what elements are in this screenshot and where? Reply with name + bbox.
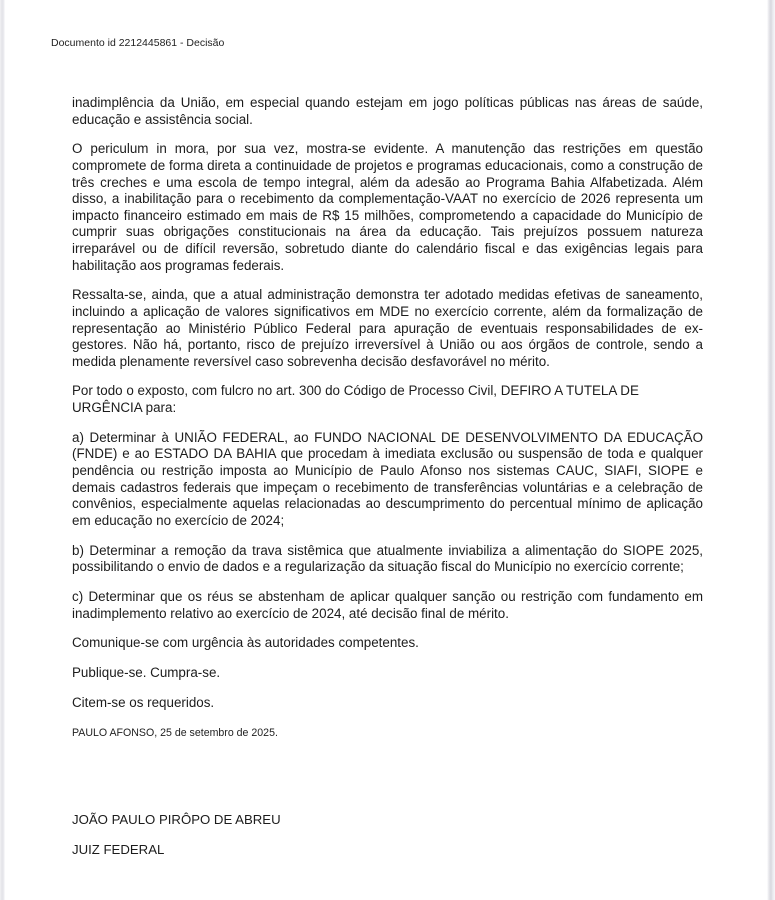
paragraph-item-c: c) Determinar que os réus se abstenham de aplicar qualquer sanção ou restrição com fundamento em inadimplemento relativo ao exercício de 2024, até decisão final de mérito. xyxy=(72,588,703,621)
paragraph-citem-se: Citem-se os requeridos. xyxy=(72,694,215,710)
place-and-date: PAULO AFONSO, 25 de setembro de 2025. xyxy=(72,726,278,739)
paragraph-publique-se: Publique-se. Cumpra-se. xyxy=(72,665,221,681)
paragraph-item-a: a) Determinar à UNIÃO FEDERAL, ao FUNDO NACIONAL DE DESENVOLVIMENTO DA EDUCAÇÃO (FNDE) e ao ESTADO DA BAHIA que procedam à imediata exclusão ou suspensão de toda e qualquer pendência ou restrição imposta ao Município de Paulo Afonso nos sistemas CAUC, SIAFI, SIOPE e demais cadastros federais que impeçam o recebimento de transferências voluntárias e a celebração de convênios, especialmente aquelas relacionadas ao descumprimento do percentual mínimo de aplicação em educação no exercício de 2024; xyxy=(72,429,703,528)
paragraph-periculum-in-mora: O periculum in mora, por sua vez, mostra-se evidente. A manutenção das restrições em questão compromete de forma direta a continuidade de projetos e programas educacionais, como a construção de três creches e uma escola de tempo integral, além da adesão ao Programa Bahia Alfabetizada. Além disso, a inabilitação para o recebimento da complementação-VAAT no exercício de 2026 representa um impacto financeiro estimado em mais de R$ 15 milhões, comprometendo a capacidade do Município de cumprir suas obrigações constitucionais na área da educação. Tais prejuízos possuem natureza irreparável ou de difícil reversão, sobretudo diante do calendário fiscal e das exigências legais para habilitação aos programas federais. xyxy=(72,141,703,273)
paragraph-inadimplencia: inadimplência da União, em especial quando estejam em jogo políticas públicas nas áreas de saúde, educação e assistência social. xyxy=(72,95,703,127)
paragraph-comunique-se: Comunique-se com urgência às autoridades competentes. xyxy=(72,635,419,651)
judge-title: JUIZ FEDERAL xyxy=(72,842,165,857)
signature-block xyxy=(72,812,281,872)
page-edge-left xyxy=(0,0,5,900)
judge-name: JOÃO PAULO PIRÔPO DE ABREU xyxy=(72,812,281,827)
document-id-header: Documento id 2212445861 - Decisão xyxy=(51,37,225,49)
paragraph-ressalta-se: Ressalta-se, ainda, que a atual administração demonstra ter adotado medidas efetivas de saneamento, incluindo a aplicação de valores significativos em MDE no exercício corrente, além da formalização de representação ao Ministério Público Federal para apuração de eventuais responsabilidades de ex-gestores. Não há, portanto, risco de prejuízo irreversível à União ou aos órgãos de controle, sendo a medida plenamente reversível caso sobrevenha decisão desfavorável no mérito. xyxy=(72,287,703,369)
decision-body xyxy=(72,95,703,741)
paragraph-item-b: b) Determinar a remoção da trava sistêmica que atualmente inviabiliza a alimentação do SIOPE 2025, possibilitando o envio de dados e a regularização da situação fiscal do Município no exercício corrente; xyxy=(72,542,703,575)
paragraph-defiro-tutela: Por todo o exposto, com fulcro no art. 300 do Código de Processo Civil, DEFIRO A TUTELA DE URGÊNCIA para: xyxy=(72,383,639,416)
page-edge-right xyxy=(767,0,775,900)
